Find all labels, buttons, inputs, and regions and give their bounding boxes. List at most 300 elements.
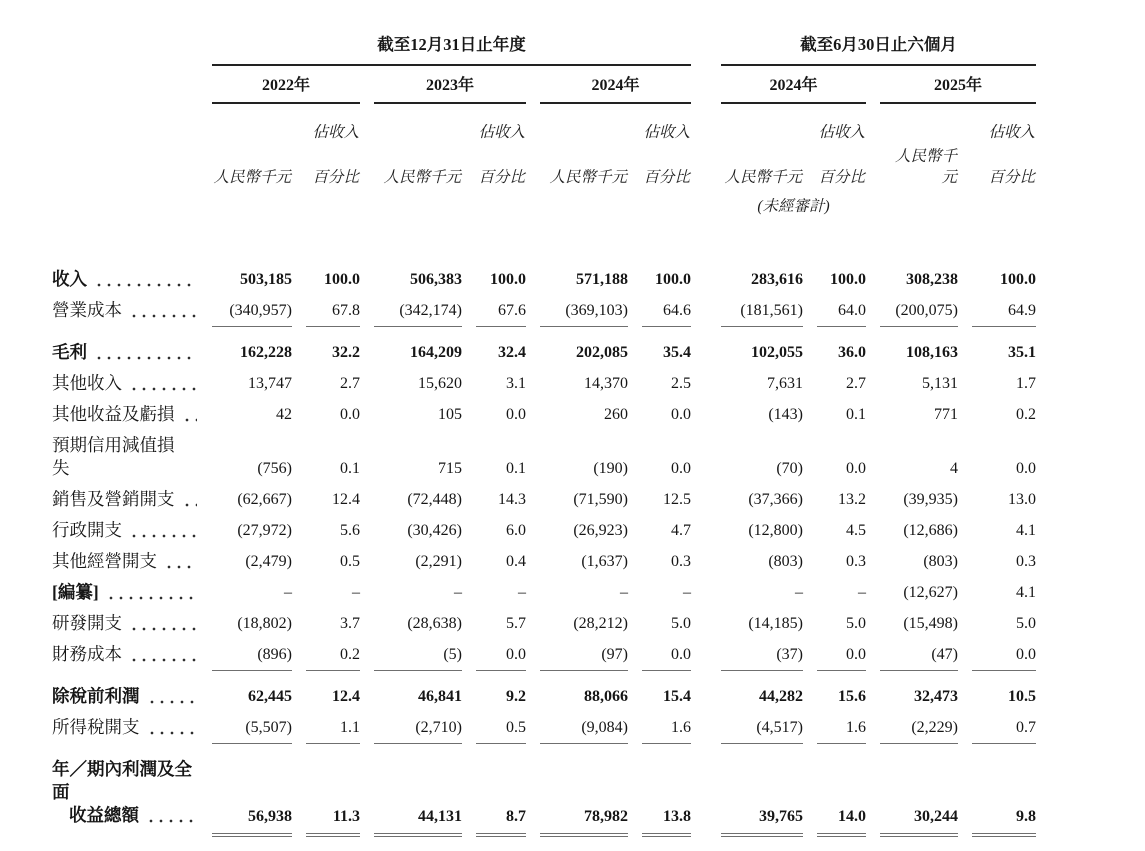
cell-amount: 771	[934, 406, 958, 423]
cell-percent: 0.0	[506, 646, 526, 663]
row-label	[52, 399, 198, 430]
cell-percent: 0.0	[846, 460, 866, 477]
group-gap-spacer	[705, 670, 707, 681]
dot-leader	[147, 731, 198, 735]
cell-percent: 11.3	[332, 808, 360, 825]
dot-leader	[147, 700, 198, 704]
row-label	[52, 712, 198, 743]
cell-percent: 64.6	[663, 302, 691, 319]
row-label-leader	[52, 643, 198, 666]
cell-percent: 0.0	[671, 646, 691, 663]
cell-amount: –	[284, 584, 292, 601]
table-row	[52, 399, 1036, 430]
row-label-line1: 年／期內利潤及全面	[52, 759, 192, 802]
row-label-text: 除稅前利潤	[52, 686, 140, 706]
cell-amount: (12,800)	[748, 522, 803, 539]
row-label-leader	[52, 612, 198, 635]
cell-amount: (47)	[931, 646, 958, 663]
rule-line	[540, 743, 628, 754]
cell-percent: 8.7	[506, 808, 526, 825]
rule-line	[642, 326, 691, 337]
pct-header-line1: 佔收入	[312, 124, 359, 141]
cell-amount: 62,445	[248, 688, 292, 705]
row-label-text: 銷售及營銷開支	[52, 489, 175, 509]
cell-amount: (27,972)	[237, 522, 292, 539]
cell-percent: 0.0	[1016, 460, 1036, 477]
rule-line	[880, 670, 958, 681]
row-label-leader	[52, 488, 198, 511]
cell-amount: 44,131	[418, 808, 462, 825]
amount-unit-header: 人民幣千元	[549, 169, 627, 186]
cell-amount: (30,426)	[407, 522, 462, 539]
cell-percent: 0.3	[671, 553, 691, 570]
table-row	[52, 295, 1036, 326]
rule-line	[540, 833, 628, 851]
table-row	[52, 712, 1036, 743]
group-gap-spacer	[705, 326, 707, 337]
cell-amount: 102,055	[751, 344, 803, 361]
cell-percent: 0.0	[1016, 646, 1036, 663]
row-label	[52, 546, 198, 577]
row-label-leader	[52, 268, 198, 291]
cell-percent: 9.8	[1016, 808, 1036, 825]
cell-percent: 1.6	[671, 719, 691, 736]
cell-percent: 1.6	[846, 719, 866, 736]
cell-amount: (369,103)	[565, 302, 628, 319]
row-label	[52, 264, 198, 295]
cell-amount: (62,667)	[237, 491, 292, 508]
cell-amount: (37,366)	[748, 491, 803, 508]
cell-percent: 67.6	[498, 302, 526, 319]
row-label-leader	[52, 372, 198, 395]
cell-percent: 0.0	[506, 406, 526, 423]
cell-percent: 4.1	[1016, 522, 1036, 539]
rule-row	[52, 743, 1036, 754]
pct-header-line1: 佔收入	[478, 124, 525, 141]
cell-percent: 12.5	[663, 491, 691, 508]
cell-percent: 5.6	[340, 522, 360, 539]
rule-gap	[52, 833, 198, 851]
cell-percent: –	[683, 584, 691, 601]
cell-percent: 0.1	[340, 460, 360, 477]
cell-amount: (15,498)	[903, 615, 958, 632]
year-header-2023: 2023年	[374, 66, 526, 104]
rule-line	[212, 743, 292, 754]
cell-percent: 10.5	[1008, 688, 1036, 705]
rule-line	[721, 743, 803, 754]
cell-amount: 108,163	[906, 344, 958, 361]
rule-line	[817, 326, 866, 337]
rule-line	[642, 743, 691, 754]
row-label-text: 營業成本	[52, 300, 122, 320]
row-label-leader	[52, 403, 198, 426]
rule-line	[306, 670, 360, 681]
table-body	[52, 264, 1036, 851]
year-header-2025-interim: 2025年	[880, 66, 1036, 104]
cell-amount: (28,638)	[407, 615, 462, 632]
pct-header-line2: 百分比	[478, 169, 525, 186]
row-label-text: 所得稅開支	[52, 717, 140, 737]
cell-amount: (72,448)	[407, 491, 462, 508]
rule-line	[880, 326, 958, 337]
pct-header-line1: 佔收入	[818, 124, 865, 141]
table-row	[52, 430, 1036, 484]
cell-percent: 15.4	[663, 688, 691, 705]
cell-percent: 5.0	[846, 615, 866, 632]
cell-percent: 13.8	[663, 808, 691, 825]
row-label-leader	[52, 434, 198, 480]
cell-amount: 308,238	[906, 271, 958, 288]
rule-gap	[52, 670, 198, 681]
cell-percent: 13.0	[1008, 491, 1036, 508]
rule-line	[374, 670, 462, 681]
amount-unit-header: 人民幣千元	[894, 148, 957, 186]
cell-percent: 32.2	[332, 344, 360, 361]
table-row	[52, 681, 1036, 712]
rule-line	[817, 670, 866, 681]
cell-percent: 5.0	[1016, 615, 1036, 632]
row-label	[52, 639, 198, 670]
period-group-title-interim: 截至6月30日止六個月	[721, 28, 1036, 66]
cell-percent: 0.1	[846, 406, 866, 423]
cell-amount: (9,084)	[581, 719, 628, 736]
rule-line	[721, 326, 803, 337]
rule-line	[374, 743, 462, 754]
cell-percent: 2.7	[846, 375, 866, 392]
cell-amount: 15,620	[418, 375, 462, 392]
amount-unit-header: 人民幣千元	[383, 169, 461, 186]
rule-line	[374, 833, 462, 851]
cell-amount: (2,479)	[245, 553, 292, 570]
cell-percent: 12.4	[332, 688, 360, 705]
cell-amount: (28,212)	[573, 615, 628, 632]
row-label	[52, 484, 198, 515]
row-label-leader	[52, 550, 198, 573]
cell-percent: 13.2	[838, 491, 866, 508]
cell-amount: –	[454, 584, 462, 601]
cell-percent: 15.6	[838, 688, 866, 705]
cell-percent: 4.5	[846, 522, 866, 539]
cell-percent: 0.2	[340, 646, 360, 663]
cell-percent: 1.7	[1016, 375, 1036, 392]
period-group-title-annual: 截至12月31日止年度	[212, 28, 691, 66]
dot-leader	[182, 418, 198, 422]
cell-percent: –	[352, 584, 360, 601]
cell-amount: 44,282	[759, 688, 803, 705]
rule-line	[880, 833, 958, 851]
row-label-text: 毛利	[52, 342, 87, 362]
cell-amount: (190)	[593, 460, 628, 477]
group-gap-spacer	[705, 833, 707, 851]
cell-percent: 0.3	[1016, 553, 1036, 570]
cell-percent: 3.7	[340, 615, 360, 632]
year-header-2024-interim: 2024年	[721, 66, 866, 104]
row-label-text: 財務成本	[52, 644, 122, 664]
rule-line	[817, 833, 866, 851]
cell-amount: (37)	[776, 646, 803, 663]
period-group-row	[52, 28, 1036, 66]
cell-amount: (803)	[923, 553, 958, 570]
cell-amount: (26,923)	[573, 522, 628, 539]
table-row	[52, 577, 1036, 608]
dot-leader	[129, 314, 197, 318]
cell-percent: 2.7	[340, 375, 360, 392]
cell-amount: 5,131	[922, 375, 958, 392]
cell-percent: –	[858, 584, 866, 601]
cell-amount: (71,590)	[573, 491, 628, 508]
rule-line	[642, 670, 691, 681]
group-gap-spacer	[705, 712, 707, 743]
cell-percent: 36.0	[838, 344, 866, 361]
table-row	[52, 639, 1036, 670]
row-label	[52, 754, 198, 833]
rule-line	[476, 833, 526, 851]
row-label-leader	[52, 299, 198, 322]
cell-percent: 32.4	[498, 344, 526, 361]
cell-percent: 0.0	[671, 406, 691, 423]
group-gap-spacer	[705, 337, 707, 368]
row-label	[52, 608, 198, 639]
row-label-text: 收益總額	[69, 805, 139, 825]
cell-amount: (5)	[443, 646, 462, 663]
cell-amount: 105	[438, 406, 462, 423]
cell-amount: (14,185)	[748, 615, 803, 632]
cell-amount: (1,637)	[581, 553, 628, 570]
rule-row	[52, 670, 1036, 681]
cell-amount: 14,370	[584, 375, 628, 392]
cell-amount: (12,627)	[903, 584, 958, 601]
rule-row	[52, 833, 1036, 851]
pct-of-revenue-row	[52, 104, 1036, 144]
cell-percent: 0.5	[506, 719, 526, 736]
table-row	[52, 754, 1036, 833]
cell-percent: 9.2	[506, 688, 526, 705]
amount-unit-header: 人民幣千元	[213, 169, 291, 186]
row-label-leader	[52, 581, 198, 604]
rule-line	[972, 743, 1036, 754]
cell-amount: (340,957)	[229, 302, 292, 319]
dot-leader	[164, 565, 197, 569]
pct-header-line2: 百分比	[988, 169, 1035, 186]
group-gap-spacer	[705, 484, 707, 515]
rule-line	[212, 670, 292, 681]
cell-amount: (97)	[601, 646, 628, 663]
cell-percent: 0.0	[340, 406, 360, 423]
cell-amount: (896)	[257, 646, 292, 663]
dot-leader	[146, 819, 197, 823]
cell-amount: (18,802)	[237, 615, 292, 632]
cell-percent: 0.5	[340, 553, 360, 570]
cell-percent: 0.3	[846, 553, 866, 570]
cell-percent: 64.9	[1008, 302, 1036, 319]
cell-amount: –	[795, 584, 803, 601]
cell-amount: 503,185	[240, 271, 292, 288]
table-row	[52, 515, 1036, 546]
cell-amount: 571,188	[576, 271, 628, 288]
group-gap-spacer	[705, 430, 707, 484]
row-label	[52, 577, 198, 608]
year-header-row	[52, 66, 1036, 104]
group-gap-spacer	[705, 399, 707, 430]
row-label-text: 其他經營開支	[52, 551, 157, 571]
group-gap-spacer	[705, 754, 707, 833]
group-gap-spacer	[705, 639, 707, 670]
unaudited-note: (未經審計)	[757, 198, 830, 215]
cell-percent: 14.3	[498, 491, 526, 508]
cell-percent: 5.7	[506, 615, 526, 632]
cell-amount: 7,631	[767, 375, 803, 392]
cell-amount: 283,616	[751, 271, 803, 288]
cell-amount: 56,938	[248, 808, 292, 825]
cell-amount: 13,747	[248, 375, 292, 392]
row-label-leader	[52, 716, 198, 739]
cell-percent: 4.7	[671, 522, 691, 539]
cell-amount: (803)	[768, 553, 803, 570]
pct-header-line2: 百分比	[643, 169, 690, 186]
cell-percent: 2.5	[671, 375, 691, 392]
rule-line	[306, 833, 360, 851]
dot-leader	[129, 387, 197, 391]
row-label-text: 預期信用減值損失	[52, 435, 175, 478]
cell-amount: –	[620, 584, 628, 601]
rule-line	[476, 670, 526, 681]
cell-amount: 164,209	[410, 344, 462, 361]
rule-row	[52, 326, 1036, 337]
cell-percent: 3.1	[506, 375, 526, 392]
cell-percent: 67.8	[332, 302, 360, 319]
table-row	[52, 608, 1036, 639]
pct-header-line1: 佔收入	[988, 124, 1035, 141]
cell-percent: 14.0	[838, 808, 866, 825]
rule-line	[306, 743, 360, 754]
cell-amount: (181,561)	[740, 302, 803, 319]
rule-gap	[52, 743, 198, 754]
rule-line	[642, 833, 691, 851]
cell-percent: 100.0	[490, 271, 526, 288]
row-label-text: 收入	[52, 269, 87, 289]
cell-amount: (2,291)	[415, 553, 462, 570]
cell-percent: 1.1	[340, 719, 360, 736]
cell-amount: 30,244	[914, 808, 958, 825]
table-row	[52, 264, 1036, 295]
cell-percent: 100.0	[324, 271, 360, 288]
table-row	[52, 484, 1036, 515]
rule-line	[476, 326, 526, 337]
dot-leader	[94, 356, 197, 360]
cell-amount: (4,517)	[756, 719, 803, 736]
cell-amount: (70)	[776, 460, 803, 477]
cell-amount: 715	[438, 460, 462, 477]
rule-line	[721, 670, 803, 681]
rule-line	[972, 833, 1036, 851]
row-label	[52, 368, 198, 399]
amount-unit-header: 人民幣千元	[724, 169, 802, 186]
rule-line	[972, 670, 1036, 681]
rule-line	[721, 833, 803, 851]
table-row	[52, 546, 1036, 577]
financial-summary-table	[38, 28, 1050, 851]
cell-percent: 6.0	[506, 522, 526, 539]
row-label-text: 其他收益及虧損	[52, 404, 175, 424]
row-label	[52, 295, 198, 326]
group-gap-spacer	[705, 295, 707, 326]
row-label	[52, 337, 198, 368]
group-gap-spacer	[705, 743, 707, 754]
row-label	[52, 430, 198, 484]
cell-percent: 0.4	[506, 553, 526, 570]
group-gap-spacer	[705, 368, 707, 399]
year-header-2022: 2022年	[212, 66, 360, 104]
cell-amount: 32,473	[914, 688, 958, 705]
group-gap-spacer	[705, 608, 707, 639]
group-gap-spacer	[705, 577, 707, 608]
row-label-leader	[52, 341, 198, 364]
cell-amount: (200,075)	[895, 302, 958, 319]
table-row	[52, 368, 1036, 399]
cell-percent: 0.0	[671, 460, 691, 477]
dot-leader	[129, 658, 197, 662]
cell-percent: 35.4	[663, 344, 691, 361]
cell-percent: 0.0	[846, 646, 866, 663]
row-label-leader	[52, 804, 198, 827]
cell-percent: 64.0	[838, 302, 866, 319]
pct-header-line2: 百分比	[312, 169, 359, 186]
rule-line	[880, 743, 958, 754]
pct-header-line1: 佔收入	[643, 124, 690, 141]
cell-percent: 0.2	[1016, 406, 1036, 423]
cell-percent: 12.4	[332, 491, 360, 508]
rule-line	[540, 670, 628, 681]
cell-amount: 260	[604, 406, 628, 423]
dot-leader	[106, 596, 197, 600]
cell-amount: (2,229)	[911, 719, 958, 736]
rule-line	[212, 326, 292, 337]
group-gap-spacer	[705, 515, 707, 546]
cell-amount: 46,841	[418, 688, 462, 705]
rule-line	[374, 326, 462, 337]
cell-amount: 506,383	[410, 271, 462, 288]
table-row	[52, 337, 1036, 368]
cell-percent: 100.0	[655, 271, 691, 288]
rule-line	[306, 326, 360, 337]
cell-percent: 35.1	[1008, 344, 1036, 361]
group-gap-spacer	[705, 264, 707, 295]
cell-percent: –	[518, 584, 526, 601]
unaudited-note-row	[52, 191, 1036, 218]
cell-percent: 0.1	[506, 460, 526, 477]
dot-leader	[94, 283, 197, 287]
cell-amount: (342,174)	[399, 302, 462, 319]
rule-line	[972, 326, 1036, 337]
row-label	[52, 681, 198, 712]
pct-header-line2: 百分比	[818, 169, 865, 186]
dot-leader	[129, 627, 197, 631]
cell-amount: (756)	[257, 460, 292, 477]
row-label-text: 研發開支	[52, 613, 122, 633]
cell-amount: (39,935)	[903, 491, 958, 508]
rule-line	[817, 743, 866, 754]
group-gap-spacer	[705, 681, 707, 712]
cell-percent: 0.7	[1016, 719, 1036, 736]
cell-amount: 42	[276, 406, 292, 423]
row-label-leader	[52, 685, 198, 708]
cell-amount: (2,710)	[415, 719, 462, 736]
cell-amount: 4	[950, 460, 958, 477]
rule-line	[212, 833, 292, 851]
cell-amount: 88,066	[584, 688, 628, 705]
cell-percent: 4.1	[1016, 584, 1036, 601]
cell-amount: (12,686)	[903, 522, 958, 539]
